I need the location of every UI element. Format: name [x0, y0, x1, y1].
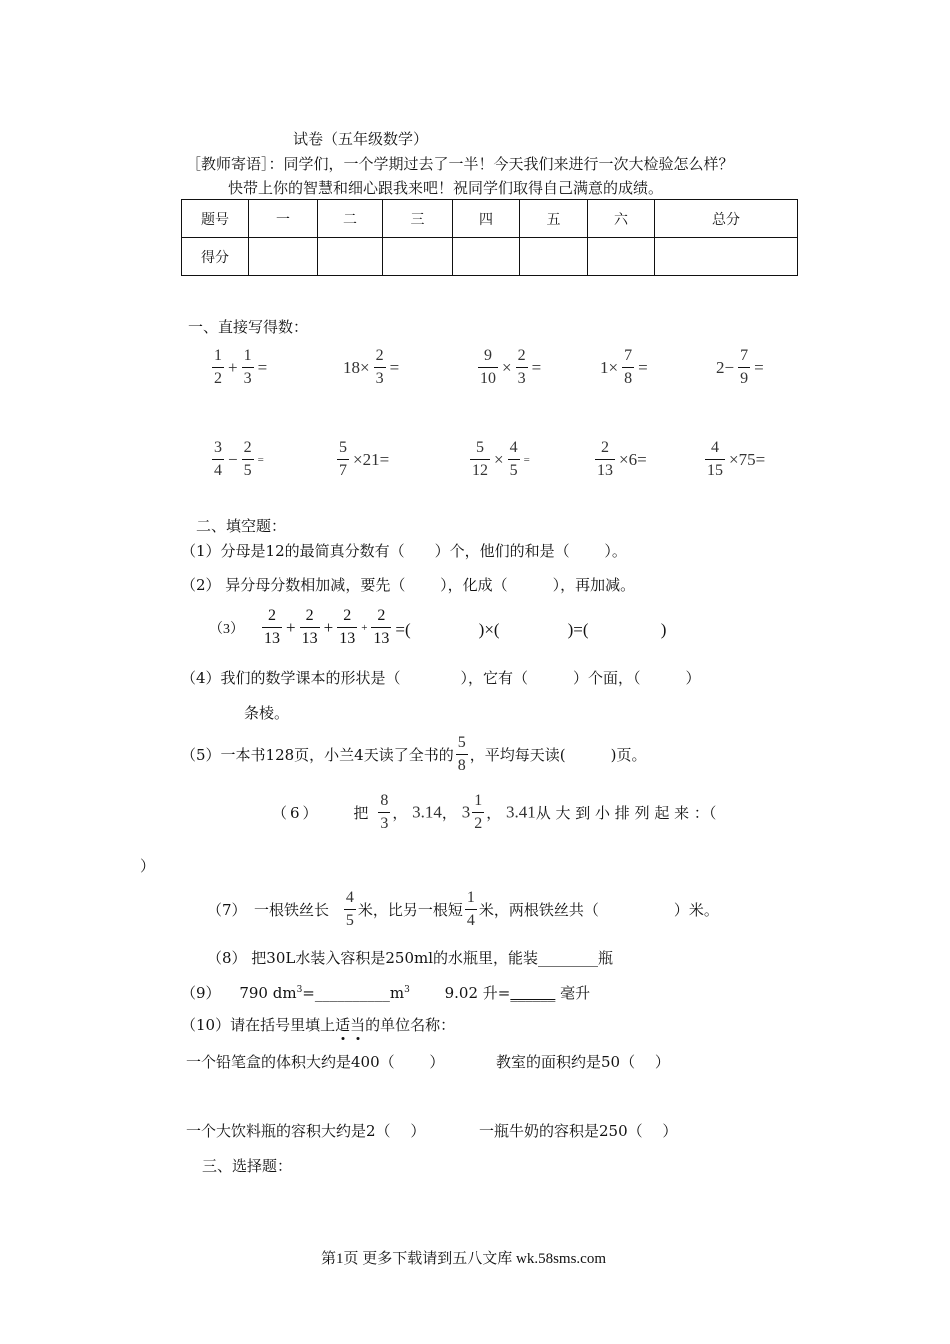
answer-blank[interactable]: ________	[538, 949, 599, 967]
fraction: $\frac{7}{9}$	[740, 347, 749, 387]
table-cell: 六	[588, 200, 655, 238]
question-10-item-c: 一个大饮料瓶的容积大约是2（ ）	[186, 1122, 426, 1140]
fraction: $\frac{4}{5}$	[509, 439, 518, 479]
question-4-line2: 条棱。	[244, 704, 290, 722]
question-5: （5）一本书128页，小兰4天读了全书的 $\frac{5}{8}$ ，平均每天读( )页。	[181, 734, 647, 774]
fraction: $\frac{4}{5}$	[345, 889, 354, 929]
teacher-message-line1: ［教师寄语］：同学们，一个学期过去了一半！今天我们来进行一次大检验怎么样？	[186, 155, 734, 173]
problem-2-2: $\frac{5}{7}$ ×21=	[339, 439, 390, 479]
problem-1-5: 2− $\frac{7}{9}$ =	[716, 347, 764, 387]
section2-title: 二、填空题：	[196, 517, 287, 535]
fraction: $\frac{2}{13}$	[339, 607, 356, 647]
problem-2-5: $\frac{4}{15}$ ×75=	[707, 439, 766, 479]
fraction: $\frac{2}{13}$	[264, 607, 280, 647]
score-table-score-row	[182, 238, 798, 276]
problem-1-4: 1× $\frac{7}{8}$ =	[600, 347, 648, 387]
problem-2-4: $\frac{2}{13}$ ×6=	[597, 439, 647, 479]
fraction: $\frac{4}{15}$	[707, 439, 723, 479]
fraction: $\frac{5}{8}$	[457, 734, 466, 774]
score-input-cell[interactable]	[655, 238, 798, 276]
exam-title: 试卷（五年级数学）	[293, 130, 429, 148]
fraction: $\frac{2}{3}$	[517, 347, 526, 387]
table-cell: 四	[453, 200, 520, 238]
fraction: $\frac{3}{4}$	[214, 439, 222, 479]
score-input-cell[interactable]	[588, 238, 655, 276]
answer-blank[interactable]: ______	[510, 984, 556, 1002]
table-cell: 一	[249, 200, 318, 238]
score-table-header-row	[182, 200, 798, 238]
question-10: （10）请在括号里填上适 当 的单位名称：	[181, 1014, 455, 1035]
fraction: $\frac{9}{10}$	[480, 347, 496, 387]
teacher-message-line2: 快带上你的智慧和细心跟我来吧！祝同学们取得自己满意的成绩。	[228, 179, 664, 197]
fraction: $\frac{2}{13}$	[301, 607, 318, 647]
table-cell: 二	[318, 200, 383, 238]
section1-title: 一、直接写得数：	[188, 318, 309, 336]
score-input-cell[interactable]	[453, 238, 520, 276]
question-3: （3） $\frac{2}{13}$ + $\frac{2}{13}$ + $\frac{2}{13}$ + $\frac{2}{13}$ =( )×( )=( )	[209, 607, 667, 647]
question-4-line1: （4）我们的数学课本的形状是（ ），它有（ ）个面，（ ）	[181, 669, 701, 687]
problem-1-3: $\frac{9}{10}$ × $\frac{2}{3}$ =	[480, 347, 542, 387]
question-8: （8） 把30L水装入容积是250ml的水瓶里，能装________瓶	[207, 949, 614, 967]
question-6: （6） 把 $\frac{8}{3}$ ， 3.14， 3 $\frac{1}{2}$ ， 3.41从 大 到 小 排 列 起 来 ：（	[272, 792, 717, 832]
table-cell: 得分	[182, 238, 249, 276]
score-table	[181, 199, 798, 276]
fraction: $\frac{2}{5}$	[243, 439, 252, 479]
question-7: （7） 一根铁丝长 $\frac{4}{5}$ 米，比另一根短 $\frac{1}{4}$ 米，两根铁丝共（ ）米。	[207, 889, 719, 929]
fraction: $\frac{2}{3}$	[375, 347, 384, 387]
fraction: $\frac{8}{3}$	[380, 792, 389, 832]
fraction: $\frac{2}{13}$	[373, 607, 390, 647]
emphasis-char: 当	[350, 1016, 365, 1034]
fraction: $\frac{5}{12}$	[472, 439, 488, 479]
section3-title: 三、选择题：	[202, 1157, 293, 1175]
problem-2-1: $\frac{3}{4}$ − $\frac{2}{5}$ =	[214, 439, 264, 479]
fraction: $\frac{1}{4}$	[466, 889, 475, 929]
fraction: $\frac{1}{3}$	[243, 347, 252, 387]
question-10-item-a: 一个铅笔盒的体积大约是400（ ）	[186, 1053, 445, 1071]
score-input-cell[interactable]	[249, 238, 318, 276]
question-6-close: ）	[140, 857, 156, 875]
score-input-cell[interactable]	[318, 238, 383, 276]
question-10-item-b: 教室的面积约是50（ ）	[496, 1053, 670, 1071]
fraction: $\frac{5}{7}$	[339, 439, 347, 479]
table-cell: 题号	[182, 200, 249, 238]
table-cell: 五	[520, 200, 588, 238]
question-9: （9） 790 $dm^3=\_\_\_\_\_\_\_\_\_\_m^3$ 9.02 升=______ 毫升	[181, 984, 591, 1002]
score-input-cell[interactable]	[520, 238, 588, 276]
problem-1-1: $\frac{1}{2}$ + $\frac{1}{3}$ =	[214, 347, 268, 387]
score-input-cell[interactable]	[383, 238, 453, 276]
table-cell: 总分	[655, 200, 798, 238]
fraction: $\frac{1}{2}$	[214, 347, 222, 387]
question-10-item-d: 一瓶牛奶的容积是250（ ）	[479, 1122, 678, 1140]
page-footer: 第1页 更多下载请到五八文库 wk.58sms.com	[321, 1251, 607, 1267]
problem-2-3: $\frac{5}{12}$ × $\frac{4}{5}$ =	[472, 439, 530, 479]
question-2: （2） 异分母分数相加减，要先（ ），化成（ ），再加减。	[181, 576, 636, 594]
table-cell: 三	[383, 200, 453, 238]
emphasis-char: 适	[335, 1016, 350, 1034]
problem-1-2: 18× $\frac{2}{3}$ =	[343, 347, 400, 387]
question-1: （1）分母是12的最简真分数有（ ）个，他们的和是（ ）。	[181, 542, 627, 560]
fraction: $\frac{1}{2}$	[474, 792, 483, 832]
fraction: $\frac{2}{13}$	[597, 439, 613, 479]
fraction: $\frac{7}{8}$	[624, 347, 633, 387]
